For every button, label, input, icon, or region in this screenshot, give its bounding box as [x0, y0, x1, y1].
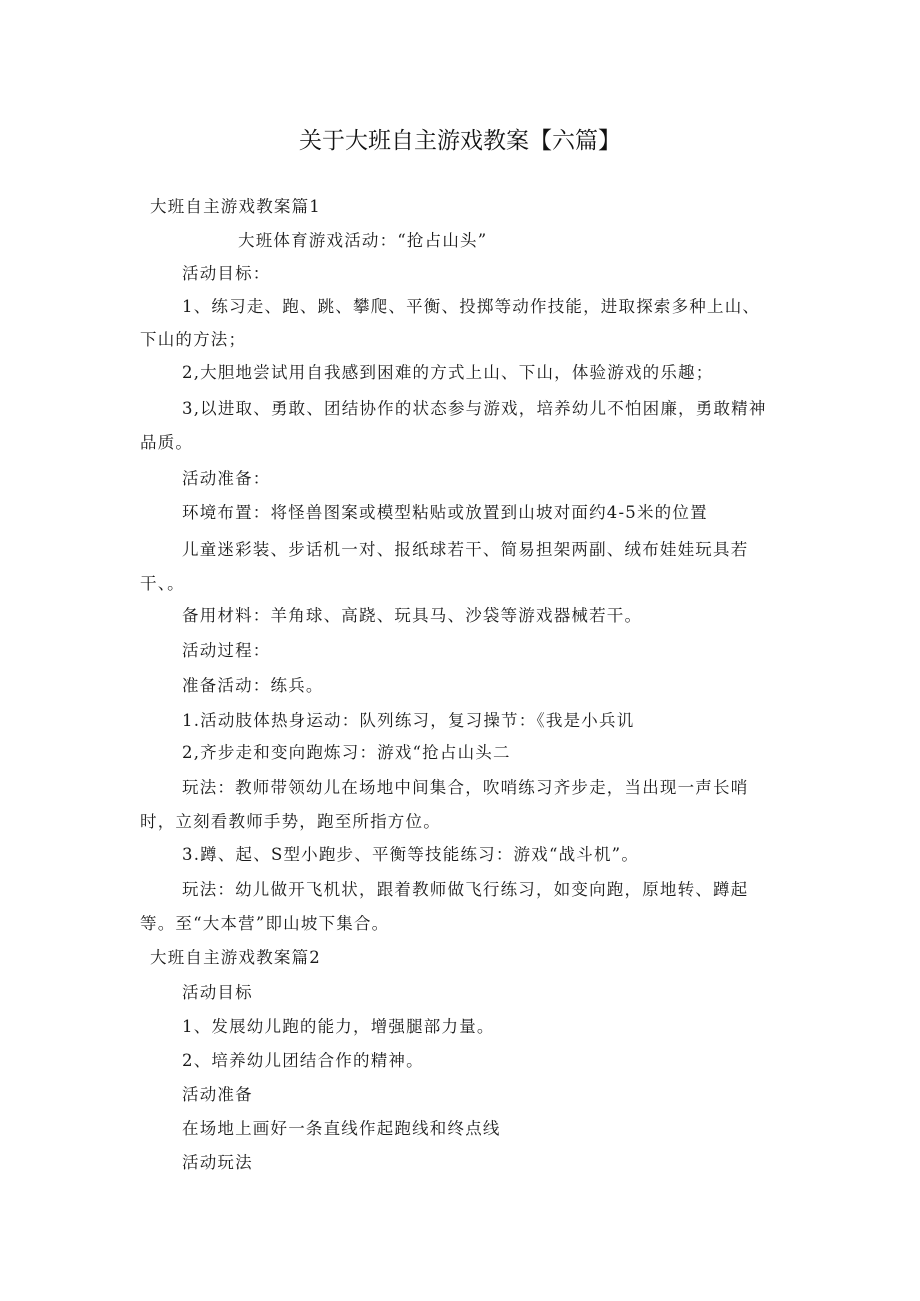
s2-play-label: 活动玩法	[182, 1153, 253, 1172]
backup-line: 备用材料：羊角球、高跷、玩具马、沙袋等游戏器械若干。	[182, 606, 643, 625]
play2-line2: 等。至“大本营”即山坡下集合。	[140, 914, 390, 933]
document-title: 关于大班自主游戏教案【六篇】	[299, 128, 621, 154]
s2-goal1-line: 1、发展幼儿跑的能力，增强腿部力量。	[182, 1017, 495, 1036]
s2-prep-label: 活动准备	[182, 1085, 253, 1104]
play1-line1: 玩法：教师带领幼儿在场地中间集合，吹哨练习齐步走，当出现一声长哨	[182, 778, 749, 797]
section1-heading: 大班自主游戏教案篇1	[150, 197, 321, 216]
prep-activity-line: 准备活动：练兵。	[182, 676, 324, 695]
step3-line: 3.蹲、起、S型小跑步、平衡等技能练习：游戏“战斗机”。	[182, 845, 640, 864]
goal1-line1: 1、练习走、跑、跳、攀爬、平衡、投掷等动作技能，进取探索多种上山、	[182, 297, 761, 316]
goal2-line: 2,大胆地尝试用自我感到困难的方式上山、下山，体验游戏的乐趣；	[182, 363, 714, 382]
s2-goals-label: 活动目标	[182, 983, 253, 1002]
s2-goal2-line: 2、培养幼儿团结合作的精神。	[182, 1051, 424, 1070]
kids-line1: 儿童迷彩装、步话机一对、报纸球若干、简易担架两副、绒布娃娃玩具若	[182, 540, 749, 559]
goals-label: 活动目标：	[182, 264, 271, 283]
goal3-line2: 品质。	[140, 433, 194, 452]
goal1-line2: 下山的方法；	[140, 330, 247, 349]
step2-line: 2,齐步走和变向跑炼习：游戏“抢占山头二	[182, 743, 511, 762]
kids-line2: 干、。	[140, 574, 185, 593]
section2-heading: 大班自主游戏教案篇2	[150, 948, 321, 967]
prep-label: 活动准备：	[182, 469, 271, 488]
play2-line1: 玩法：幼儿做开飞机状，跟着教师做飞行练习，如变向跑，原地转、蹲起	[182, 880, 749, 899]
play1-line2: 时，立刻看教师手势，跑至所指方位。	[140, 812, 441, 831]
process-label: 活动过程：	[182, 641, 271, 660]
step1-line: 1.活动肢体热身运动：队列练习，复习操节：《我是小兵讥	[182, 711, 635, 730]
env-line: 环境布置：将怪兽图案或模型粘贴或放置到山坡对面约4-5米的位置	[182, 503, 708, 522]
s2-prep-text: 在场地上画好一条直线作起跑线和终点线	[182, 1119, 501, 1138]
goal3-line1: 3,以进取、勇敢、团结协作的状态参与游戏，培养幼儿不怕困廉，勇敢精神	[182, 399, 767, 418]
section1-subtitle: 大班体育游戏活动：“抢占山头”	[238, 231, 488, 250]
